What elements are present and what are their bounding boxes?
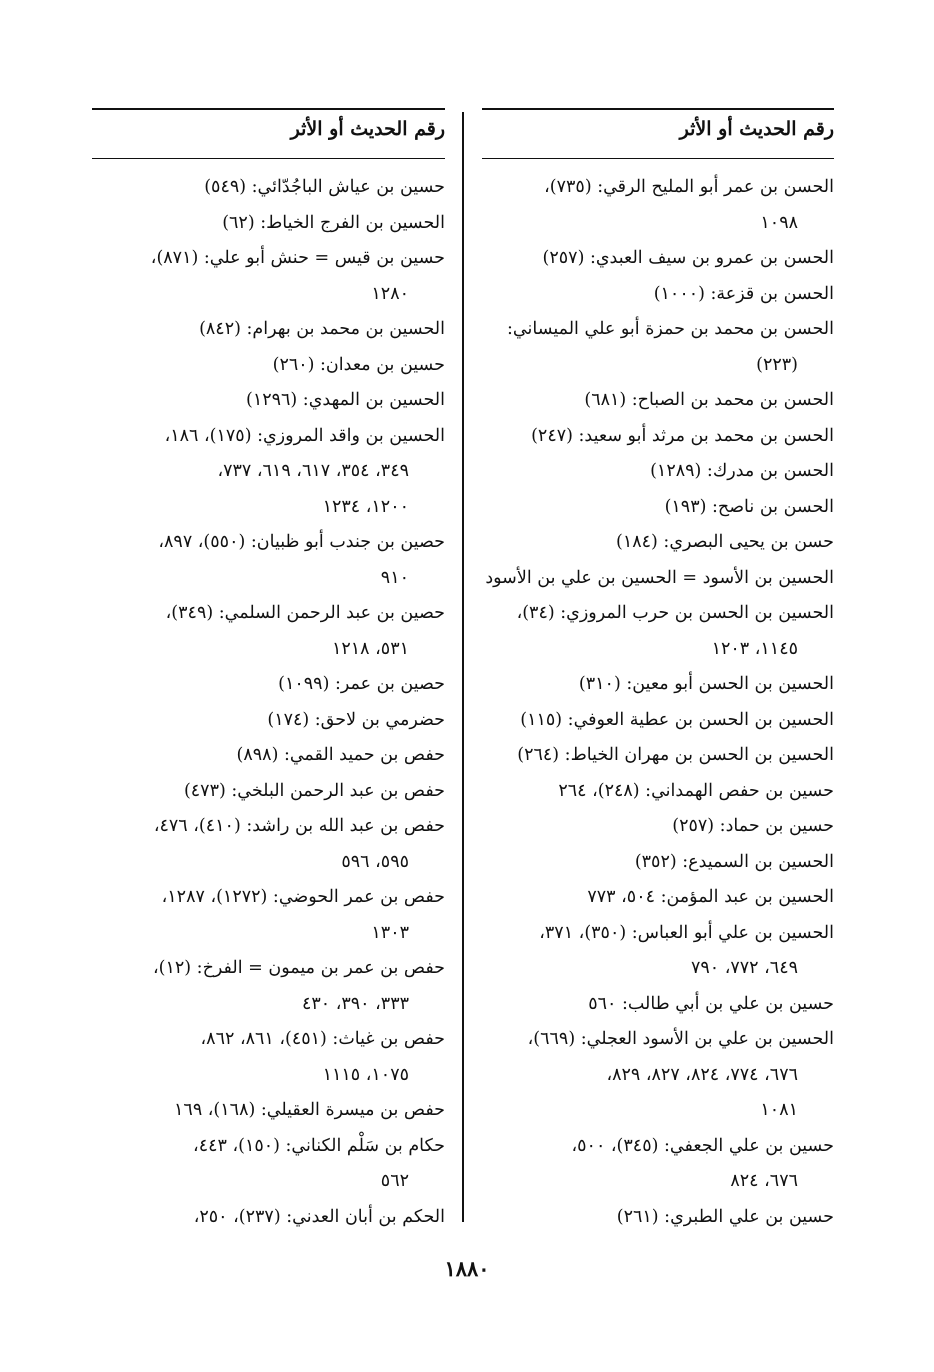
left-entries: [92, 170, 445, 1235]
index-line: الحسين بن الحسن بن عطية العوفي: (١١٥): [520, 709, 834, 730]
index-line: الحسين بن الحسن بن مهران الخياط: (٢٦٤): [517, 745, 834, 765]
index-line: ١١٤٥، ١٢٠٣: [711, 638, 798, 659]
index-line: ٦٧٦، ٧٧٤، ٨٢٤، ٨٢٧، ٨٢٩،: [606, 1064, 798, 1085]
index-line: ٥٣١، ١٢١٨: [331, 638, 409, 659]
column-divider: [462, 112, 464, 1222]
index-line: الحسين بن علي أبو العباس: (٣٥٠)، ٣٧١،: [539, 922, 834, 943]
column-top-rule: [92, 108, 445, 110]
index-line: ٩١٠: [380, 567, 409, 588]
index-line: الحسين بن عبد المؤمن: ٥٠٤، ٧٧٣: [587, 887, 834, 907]
index-line: الحسين بن واقد المروزي: (١٧٥)، ١٨٦،: [164, 425, 445, 446]
index-line: ١٢٨٠: [371, 283, 409, 304]
index-line: حسن بن يحيى البصري: (١٨٤): [616, 532, 834, 552]
index-line: حضرمي بن لاحق: (١٧٤): [267, 709, 445, 730]
index-line: الحسن بن محمد بن مرثد أبو سعيد: (٢٤٧): [531, 425, 834, 446]
index-line: ١٠٨١: [760, 1100, 798, 1120]
index-line: حسين بن قيس = حنش أبو علي: (٨٧١)،: [150, 248, 445, 268]
index-line: ١٠٩٨: [760, 212, 798, 233]
page-number: ١٨٨٠: [444, 1256, 490, 1281]
column-header: رقم الحديث أو الأثر: [290, 118, 445, 140]
index-line: حسين بن علي بن أبي طالب: ٥٦٠: [588, 993, 834, 1014]
index-line: الحسن بن عمر أبو المليح الرقي: (٧٣٥)،: [544, 177, 834, 197]
index-line: الحسين بن الحسن أبو معين: (٣١٠): [578, 674, 834, 694]
index-line: حسين بن حفص الهمداني: (٢٤٨)، ٢٦٤: [558, 780, 834, 801]
index-line: ١٠٧٥، ١١١٥: [322, 1064, 409, 1085]
index-line: حفص بن عمر الحوضي: (١٢٧٢)، ١٢٨٧،: [161, 887, 445, 907]
index-line: الحسن بن ناصح: (١٩٣): [664, 496, 834, 517]
index-line: حسين بن معدان: (٢٦٠): [272, 354, 445, 375]
index-line: الحسن بن قزعة: (١٠٠٠): [653, 283, 834, 304]
index-line: الحسين بن السميدع: (٣٥٢): [634, 851, 834, 872]
index-line: حسين بن حماد: (٢٥٧): [672, 816, 834, 836]
index-line: حفص بن حميد القمي: (٨٩٨): [236, 745, 445, 765]
index-line: الحسين بن الفرج الخياط: (٦٢): [222, 212, 445, 233]
index-line: الحسن بن محمد بن حمزة أبو علي الميساني:: [507, 319, 834, 339]
index-line: الحسين بن علي بن الأسود العجلي: (٦٦٩)،: [527, 1029, 834, 1049]
column-header: رقم الحديث أو الأثر: [679, 118, 834, 140]
index-line: الحسين بن المهدي: (١٢٩٦): [245, 390, 445, 410]
index-line: الحسين بن الأسود = الحسين بن علي بن الأسود: [485, 567, 834, 588]
index-line: ٦٧٦، ٨٢٤: [730, 1171, 798, 1191]
index-line: الحسين بن محمد بن بهرام: (٨٤٢): [199, 319, 445, 339]
index-line: ٣٣٣، ٣٩٠، ٤٣٠: [301, 993, 409, 1014]
index-line: حصين بن جندب أبو ظبيان: (٥٥٠)، ٨٩٧،: [158, 532, 445, 552]
index-line: حصين بن عمر: (١٠٩٩): [278, 674, 445, 694]
index-line: حكام بن سَلْم الكناني: (١٥٠)، ٤٤٣،: [193, 1135, 445, 1156]
column-top-rule: [482, 108, 834, 110]
index-line: حسين بن علي الطبري: (٢٦١): [616, 1206, 834, 1227]
index-line: ٥٩٥، ٥٩٦: [341, 851, 409, 872]
index-line: ٥٦٢: [380, 1171, 409, 1191]
index-line: حفص بن عبد الرحمن البلخي: (٤٧٣): [183, 780, 445, 801]
column-header-rule: [92, 158, 445, 159]
index-line: حسين بن علي الجعفي: (٣٤٥)، ٥٠٠،: [571, 1135, 834, 1156]
index-line: الحسن بن محمد بن الصباح: (٦٨١): [584, 390, 834, 410]
index-line: حفص بن عمر بن ميمون = الفرخ: (١٢)،: [153, 958, 445, 978]
index-line: حفص بن عبد الله بن راشد: (٤١٠)، ٤٧٦،: [153, 816, 445, 836]
index-line: الحكم بن أبان العدني: (٢٣٧)، ٢٥٠،: [193, 1206, 445, 1227]
column-header-rule: [482, 158, 834, 159]
index-line: (٢٢٣): [756, 354, 798, 375]
index-line: الحسين بن الحسن بن حرب المروزي: (٣٤)،: [516, 603, 834, 623]
right-entries: [482, 170, 834, 1235]
index-line: الحسن بن عمرو بن سيف العبدي: (٢٥٧): [542, 248, 834, 268]
index-line: ١٣٠٣: [371, 922, 409, 943]
index-line: حفص بن غياث: (٤٥١)، ٨٦١، ٨٦٢،: [200, 1029, 445, 1049]
index-line: حفص بن ميسرة العقيلي: (١٦٨)، ١٦٩: [174, 1100, 445, 1120]
index-line: ٦٤٩، ٧٧٢، ٧٩٠: [690, 958, 798, 978]
index-line: ٣٤٩، ٣٥٤، ٦١٧، ٦١٩، ٧٣٧،: [217, 461, 409, 481]
index-line: ١٢٠٠، ١٢٣٤: [322, 496, 409, 517]
index-line: الحسن بن مدرك: (١٢٨٩): [650, 461, 834, 481]
index-line: حصين بن عبد الرحمن السلمي: (٣٤٩)،: [165, 603, 445, 623]
index-line: حسين بن عياش الباجُدّائي: (٥٤٩): [204, 177, 445, 197]
